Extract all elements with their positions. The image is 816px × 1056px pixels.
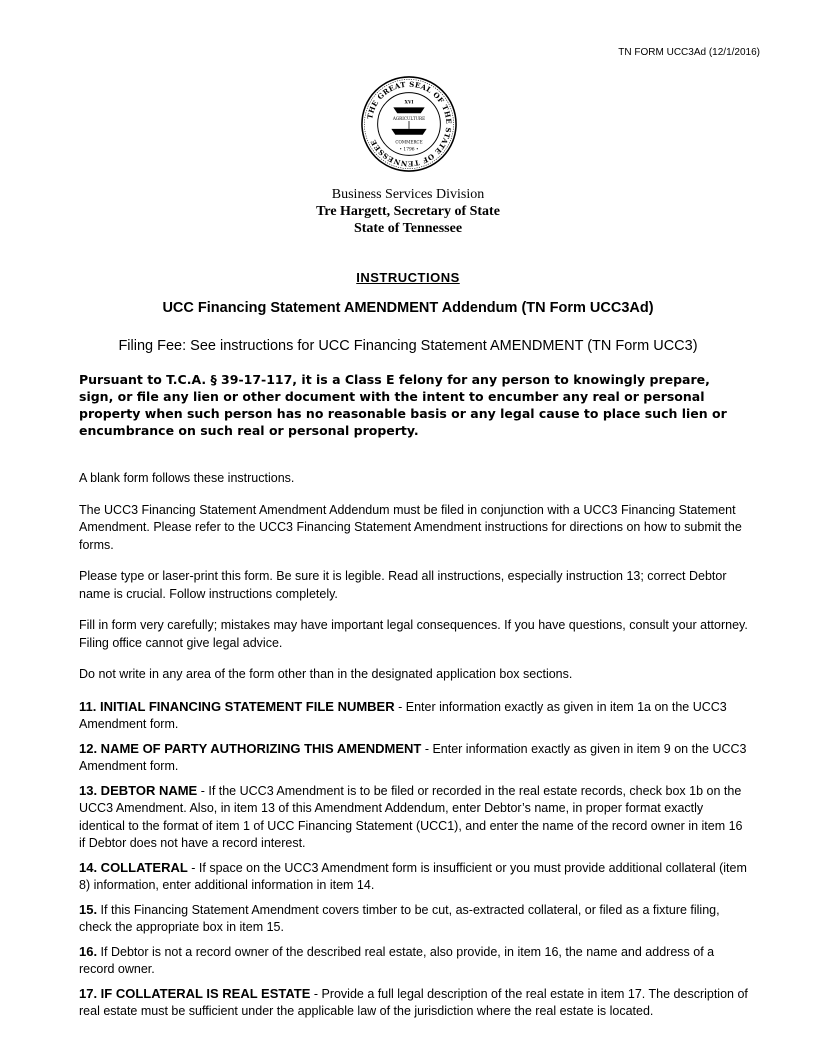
item-text: - Provide a full legal description of the real estate in item 17. The description of real estate must be sufficient under the applicable law of the jurisdiction where the real estate is located.: [79, 986, 748, 1018]
instructions-body: [79, 470, 749, 1027]
paragraph: Please type or laser-print this form. Be sure it is legible. Read all instructions, especially instruction 13; correct Debtor name is crucial. Follow instructions completely.: [79, 569, 727, 601]
item-instructions: [79, 698, 749, 1021]
svg-text:COMMERCE: COMMERCE: [395, 139, 423, 145]
item-text: - Enter information exactly as given in item 9 on the UCC3 Amendment form.: [79, 741, 747, 773]
item-text: If this Financing Statement Amendment covers timber to be cut, as-extracted collateral, or filed as a fixture filing, check the appropriate box in item 15.: [79, 902, 720, 934]
svg-text:THE GREAT SEAL OF THE STATE OF: THE GREAT SEAL OF THE STATE OF TENNESSEE: [365, 79, 454, 169]
item-text: - Enter information exactly as given in item 1a on the UCC3 Amendment form.: [79, 699, 727, 731]
instructions-heading: INSTRUCTIONS: [356, 270, 460, 285]
item-text: - If space on the UCC3 Amendment form is insufficient or you must provide additional collateral (item 8) information, enter additional information in item 14.: [79, 860, 747, 892]
paragraph: A blank form follows these instructions.: [79, 471, 295, 485]
paragraph: Do not write in any area of the form other than in the designated application box sections.: [79, 667, 573, 681]
state-seal-icon: [360, 75, 458, 173]
item-text: If Debtor is not a record owner of the described real estate, also provide, in item 16, the name and address of a record owner.: [79, 944, 715, 976]
item-label: 12. NAME OF PARTY AUTHORIZING THIS AMENDMENT: [79, 740, 422, 756]
item-label: 17. IF COLLATERAL IS REAL ESTATE: [79, 985, 311, 1001]
item-label: 11. INITIAL FINANCING STATEMENT FILE NUMBER: [79, 698, 395, 714]
item-12: [79, 740, 749, 776]
filing-fee: Filing Fee: See instructions for UCC Financing Statement AMENDMENT (TN Form UCC3): [118, 338, 698, 354]
agency-header: [0, 186, 816, 237]
svg-text:XVI: XVI: [404, 100, 414, 106]
item-17: [79, 985, 749, 1021]
item-14: [79, 859, 749, 895]
state-name: State of Tennessee: [353, 221, 463, 236]
document-title: UCC Financing Statement AMENDMENT Addendum (TN Form UCC3Ad): [162, 300, 654, 316]
item-text: - If the UCC3 Amendment is to be filed or recorded in the real estate records, check box 1b on the UCC3 Amendment. Also, in item 13 of this Amendment Addendum, enter Debtor’s name, in proper format exactly identical to the format of item 1 of UCC Financing Statement (UCC1), and enter the name of the record owner in item 16 if Debtor does not have a record interest.: [79, 783, 743, 850]
item-13: [79, 782, 749, 853]
paragraph: Fill in form very carefully; mistakes may have important legal consequences. If you have questions, consult your attorney. Filing office cannot give legal advice.: [79, 618, 748, 650]
division-name: Business Services Division: [331, 187, 485, 202]
item-label: 15.: [79, 901, 98, 917]
item-15: [79, 901, 749, 937]
item-label: 13. DEBTOR NAME: [79, 782, 198, 798]
svg-text:• 1796 •: • 1796 •: [399, 147, 419, 153]
item-11: [79, 698, 749, 734]
item-label: 16.: [79, 943, 98, 959]
item-16: [79, 943, 749, 979]
svg-text:AGRICULTURE: AGRICULTURE: [392, 116, 426, 122]
legal-warning: Pursuant to T.C.A. § 39-17-117, it is a Class E felony for any person to knowingly prepare, sign, or file any lien or other document with the intent to encumber any real or personal property when such person has no reasonable basis or any legal cause to place such lien or encumbrance on such real or personal property.: [79, 372, 727, 438]
item-label: 14. COLLATERAL: [79, 859, 188, 875]
secretary-name: Tre Hargett, Secretary of State: [316, 204, 500, 219]
paragraph: The UCC3 Financing Statement Amendment Addendum must be filed in conjunction with a UCC3 Financing Statement Amendment. Please refer to the UCC3 Financing Statement Amendment instructions for directions on how to submit the forms.: [79, 502, 742, 552]
form-id: TN FORM UCC3Ad (12/1/2016): [618, 47, 760, 58]
